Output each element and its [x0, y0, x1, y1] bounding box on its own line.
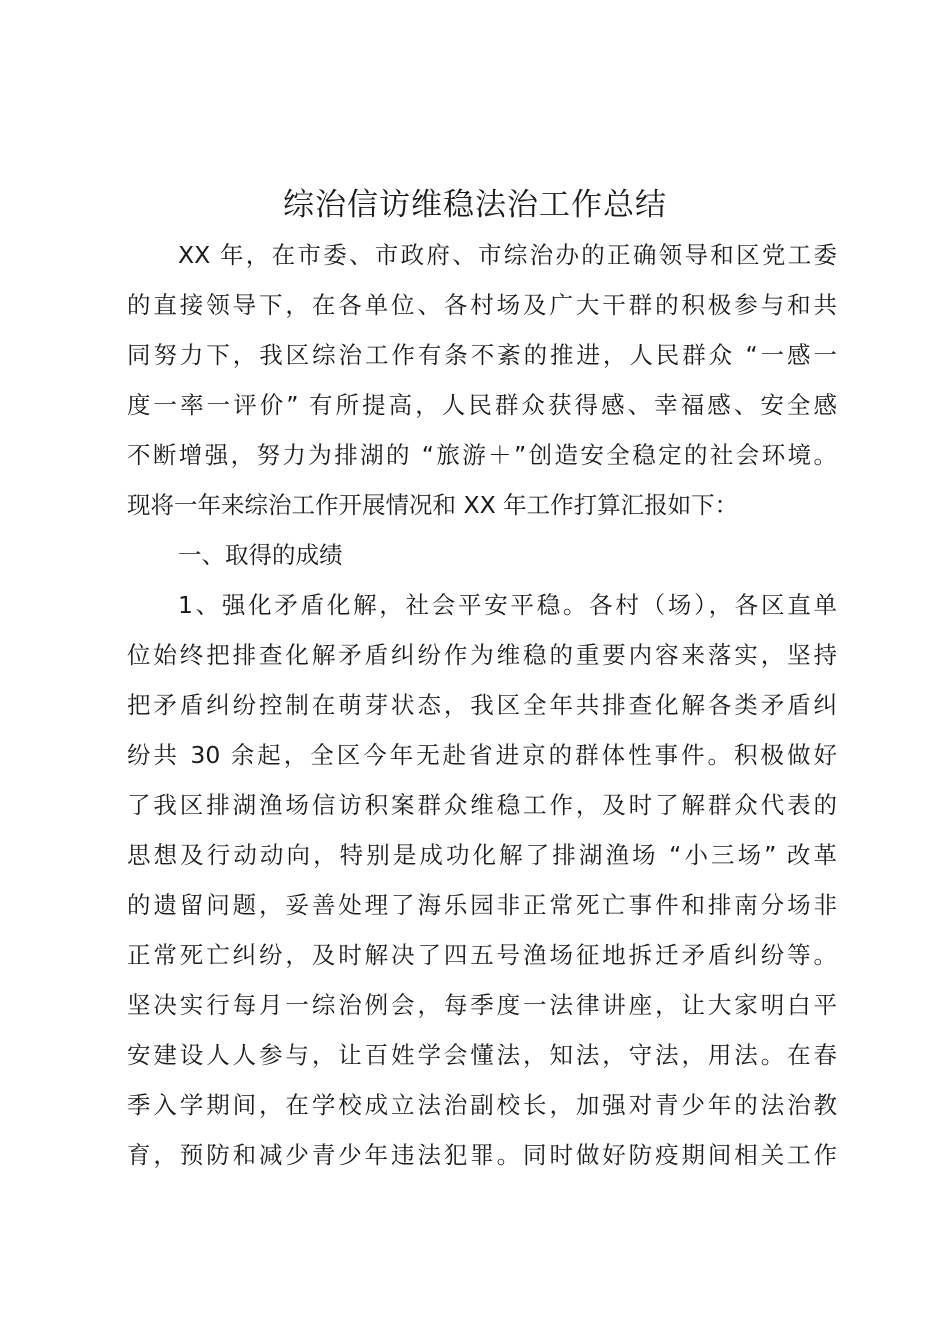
paragraph-line: 了我区排湖渔场信访积案群众维稳工作，及时了解群众代表的	[127, 791, 837, 819]
document-title: 综治信访维稳法治工作总结	[283, 187, 667, 223]
paragraph-line: 正常死亡纠纷，及时解决了四五号渔场征地拆迁矛盾纠纷等。	[127, 941, 837, 969]
paragraph-line: 位始终把排查化解矛盾纠纷作为维稳的重要内容来落实，坚持	[127, 641, 837, 669]
paragraph-line: XX 年，在市委、市政府、市综治办的正确领导和区党工委	[178, 241, 837, 269]
paragraph-line: 安建设人人参与，让百姓学会懂法，知法，守法，用法。在春	[127, 1041, 837, 1069]
paragraph-line: 的遗留问题，妥善处理了海乐园非正常死亡事件和排南分场非	[127, 891, 837, 919]
paragraph-line: 现将一年来综治工作开展情况和 XX 年工作打算汇报如下：	[127, 491, 739, 519]
paragraph-line: 季入学期间，在学校成立法治副校长，加强对青少年的法治教	[127, 1091, 837, 1119]
paragraph-line: 度一率一评价” 有所提高，人民群众获得感、幸福感、安全感	[127, 391, 837, 419]
paragraph-line: 坚决实行每月一综治例会，每季度一法律讲座，让大家明白平	[127, 991, 837, 1019]
paragraph-line: 1、强化矛盾化解，社会平安平稳。各村（场），各区直单	[178, 591, 837, 619]
paragraph-line: 纷共 30 余起，全区今年无赴省进京的群体性事件。积极做好	[127, 741, 837, 769]
paragraph-line: 不断增强，努力为排湖的 “旅游＋”创造安全稳定的社会环境。	[127, 441, 837, 469]
document-body	[127, 230, 837, 1180]
section-heading: 一、取得的成绩	[178, 541, 343, 569]
paragraph-line: 思想及行动动向，特别是成功化解了排湖渔场 “小三场” 改革	[127, 841, 837, 869]
paragraph-line: 的直接领导下，在各单位、各村场及广大干群的积极参与和共	[127, 291, 837, 319]
paragraph-line: 育，预防和减少青少年违法犯罪。同时做好防疫期间相关工作	[127, 1141, 837, 1169]
paragraph-line: 同努力下，我区综治工作有条不紊的推进，人民群众 “一感一	[127, 341, 837, 369]
paragraph-line: 把矛盾纠纷控制在萌芽状态，我区全年共排查化解各类矛盾纠	[127, 691, 837, 719]
